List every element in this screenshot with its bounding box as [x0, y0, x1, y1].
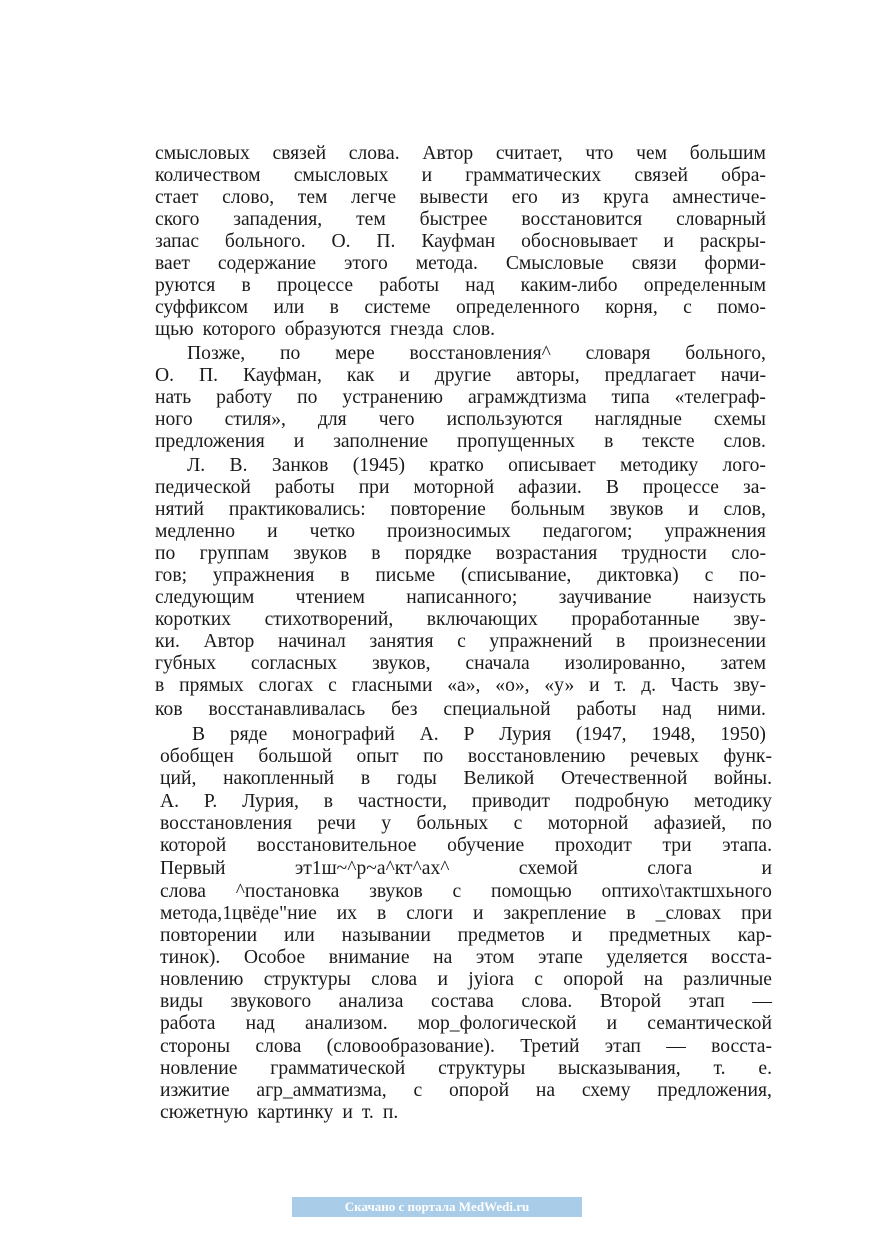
text-line: ков восстанавливалась без специальной работы над ними.: [155, 699, 766, 720]
text-line: следующим чтением написанного; заучивание наизусть: [155, 587, 766, 608]
text-line: слова ^постановка звуков с помощью оптихо\тактшхьного: [160, 881, 772, 902]
text-line: коротких стихотворений, включающих проработанные зву-: [155, 609, 766, 630]
text-line: обобщен большой опыт по восстановлению речевых функ-: [160, 746, 772, 767]
text-line: метода,1цвёде"ние их в слоги и закрепление в _словах при: [160, 903, 772, 924]
text-line: тинок). Особое внимание на этом этапе уделяется восста-: [160, 947, 772, 968]
text-line: ций, накопленный в годы Великой Отечественной войны.: [160, 768, 772, 789]
text-line: О. П. Кауфман, как и другие авторы, предлагает начи-: [155, 365, 766, 386]
text-line: руются в процессе работы над каким-либо определенным: [155, 275, 766, 296]
text-line: по группам звуков в порядке возрастания трудности сло-: [155, 543, 766, 564]
text-line: стает слово, тем легче вывести его из круга амнестиче-: [155, 187, 766, 208]
text-line: восстановления речи у больных с моторной афазией, по: [160, 813, 772, 834]
text-line: повторении или назывании предметов и предметных кар-: [160, 925, 772, 946]
text-line: количеством смысловых и грамматических связей обра-: [155, 165, 766, 186]
text-line: новление грамматической структуры высказывания, т. е.: [160, 1058, 772, 1079]
text-line: сюжетную картинку и т. п.: [160, 1102, 399, 1123]
text-line: щью которого образуются гнезда слов.: [155, 319, 495, 340]
text-line: предложения и заполнение пропущенных в тексте слов.: [155, 431, 766, 452]
text-line: вает содержание этого метода. Смысловые связи форми-: [155, 253, 766, 274]
text-line: педической работы при моторной афазии. В процессе за-: [155, 477, 766, 498]
text-line: медленно и четко произносимых педагогом; упражнения: [155, 521, 766, 542]
text-line: изжитие агр_амматизма, с опорой на схему предложения,: [160, 1080, 772, 1101]
text-line: Позже, по мере восстановления^ словаря больного,: [187, 343, 766, 364]
text-line: суффиксом или в системе определенного корня, с помо-: [155, 297, 766, 318]
text-line: запас больного. О. П. Кауфман обосновывает и раскры-: [155, 231, 766, 252]
text-line: новлению структуры слова и jyiora с опорой на различные: [160, 969, 772, 990]
text-line: губных согласных звуков, сначала изолированно, затем: [155, 653, 766, 674]
text-line: ского западения, тем быстрее восстановится словарный: [155, 209, 766, 230]
text-line: ки. Автор начинал занятия с упражнений в произнесении: [155, 631, 766, 652]
text-line: работа над анализом. мор_фологической и семантической: [160, 1013, 772, 1034]
text-line: стороны слова (словообразование). Третий этап — восста-: [160, 1036, 772, 1057]
text-line: Первый эт1ш~^р~а^кт^ах^ схемой слога и: [160, 858, 772, 879]
text-line: нать работу по устранению аграмждтизма типа «телеграф-: [155, 387, 766, 408]
text-line: В ряде монографий А. Р Лурия (1947, 1948, 1950): [192, 724, 766, 745]
text-line: смысловых связей слова. Автор считает, что чем большим: [155, 143, 766, 164]
text-line: виды звукового анализа состава слова. Второй этап —: [160, 991, 772, 1012]
text-line: которой восстановительное обучение проходит три этапа.: [160, 835, 772, 856]
text-line: ного стиля», для чего используются наглядные схемы: [155, 409, 766, 430]
text-line: гов; упражнения в письме (списывание, диктовка) с по-: [155, 565, 766, 586]
text-line: Л. В. Занков (1945) кратко описывает методику лого-: [187, 455, 766, 476]
text-line: в прямых слогах с гласными «а», «о», «у» и т. д. Часть зву-: [155, 675, 766, 696]
text-line: нятий практиковались: повторение больным звуков и слов,: [155, 499, 766, 520]
text-line: А. Р. Лурия, в частности, приводит подробную методику: [160, 791, 772, 812]
download-banner: Скачано с портала MedWedi.ru: [292, 1197, 582, 1217]
